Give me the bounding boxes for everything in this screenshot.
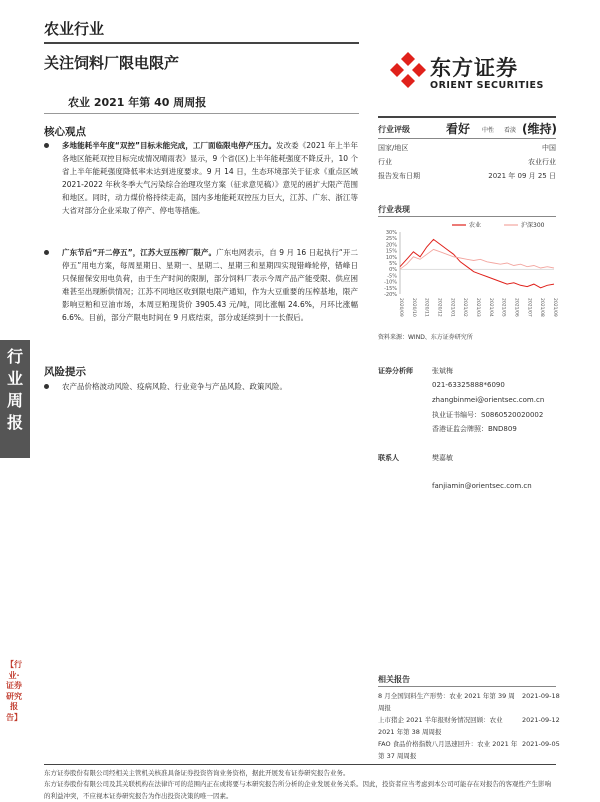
y-tick-label: 30% [385, 230, 397, 236]
y-tick-label: -20% [384, 292, 397, 298]
y-tick-label: 25% [385, 236, 397, 243]
legend-label: 农业 [469, 222, 482, 229]
rating-maintain: (维持) [522, 122, 557, 136]
core-views-heading: 核心观点 [44, 126, 86, 138]
contact-email[interactable]: fanjiamin@orientsec.com.cn [432, 482, 532, 490]
bullet-lead: 广东节后“开二停五”，江苏大豆压榨厂限产。 [62, 248, 217, 257]
related-date: 2021-09-05 [522, 740, 560, 748]
y-tick-label: 0% [389, 267, 397, 274]
risk-text: 农产品价格波动风险、疫病风险、行业竞争与产品风险、政策风险。 [62, 382, 287, 391]
rating-row-value: 2021 年 09 月 25 日 [488, 172, 556, 180]
y-tick-label: -15% [384, 285, 397, 292]
performance-source: 资料来源：WIND、东方证券研究所 [378, 334, 473, 341]
related-item[interactable]: FAO 食品价格指数八月迅速回升：农业 2021 年第 37 周周报 [378, 740, 518, 760]
side-tab [0, 340, 30, 458]
rating-row-key: 国家/地区 [378, 144, 409, 152]
x-tick-label: 2021/06 [513, 298, 519, 317]
side-tab-label: 行业周报 [6, 347, 23, 432]
related-date: 2021-09-12 [522, 716, 560, 724]
footer-line-2: 东方证券股份有限公司及其关联机构在法律许可的范围内正在或将要与本研究报告所分析的企业发展业务关系。因此，投资者应当考虑到本公司可能存在对报告的客观性产生影响的利益冲突，不应视本证券研究报告为作出投资决策的唯一因素。 [44, 780, 551, 800]
performance-heading: 行业表现 [378, 205, 410, 214]
x-tick-label: 2021/02 [462, 298, 468, 317]
y-tick-label: -10% [384, 279, 397, 286]
analyst-hk: 香港证监会牌照：BND809 [432, 425, 517, 433]
rating-row-value: 中国 [542, 144, 556, 152]
report-sector: 农业行业 [44, 20, 105, 38]
legend-label: 沪深300 [521, 222, 545, 229]
related-date: 2021-09-18 [522, 692, 560, 700]
x-tick-label: 2020/11 [423, 298, 429, 317]
y-tick-label: 5% [389, 261, 397, 267]
x-tick-label: 2021/05 [500, 298, 506, 317]
analyst-name: 张斌梅 [432, 367, 453, 375]
core-view-bullet-1 [62, 139, 358, 217]
rating-rule-top [378, 116, 556, 118]
related-heading: 相关报告 [378, 675, 410, 684]
analyst-label: 证券分析师 [378, 367, 413, 375]
y-tick-label: 20% [385, 242, 397, 249]
bullet-dot [44, 250, 49, 255]
header-rule [44, 42, 359, 44]
x-tick-label: 2021/07 [526, 298, 532, 317]
bullet-body: 发改委《2021 年上半年各地区能耗双控目标完成情况晴雨表》显示，9 个省(区)上半年能耗强度不降反升，10 个省上半年能耗强度降低率未达到进度要求。9 月 14 日，生态环境部关于征求《重点区域 2021-2022 年秋冬季大气污染综合治理攻坚方案（征求意见稿）》意见的函扩大限产范围和地区。同时，动力煤价格持续走高，国内多地能耗双控压力巨大，江苏、广东、浙江等大省对部分企业采取了停产、停电等措施。 [62, 141, 358, 215]
contact-label: 联系人 [378, 454, 399, 462]
rating-row-value: 农业行业 [528, 158, 556, 166]
x-tick-label: 2021/01 [449, 298, 455, 317]
analyst-email[interactable]: zhangbinmei@orientsec.com.cn [432, 396, 545, 404]
core-view-bullet-2 [62, 246, 358, 324]
footer-line-1: 东方证券股份有限公司经相关主管机关核准具备证券投资咨询业务资格，据此开展发布证券研究报告业务。 [44, 769, 350, 777]
rating-value: 看好 [446, 122, 471, 136]
contact-name: 樊嘉敏 [432, 454, 453, 462]
analyst-phone: 021-63325888*6090 [432, 381, 505, 389]
x-tick-label: 2021/04 [487, 298, 493, 317]
side-strip [6, 660, 22, 723]
rating-row-key: 行业 [378, 158, 392, 166]
subtitle-rule [44, 113, 359, 114]
risk-heading: 风险提示 [44, 366, 86, 378]
rating-bearish: 看淡 [504, 127, 517, 134]
rating-row-key: 报告发布日期 [378, 172, 420, 180]
y-tick-label: 10% [385, 254, 397, 261]
orient-logo-icon [388, 50, 428, 90]
x-tick-label: 2021/08 [539, 298, 545, 317]
risk-bullet [62, 380, 358, 393]
side-strip-label: 【行业·证券研究报告】 [6, 660, 22, 722]
related-rule [378, 686, 556, 687]
brand-name-en: ORIENT SECURITIES [430, 80, 544, 91]
x-tick-label: 2020/12 [436, 298, 442, 317]
x-tick-label: 2021/09 [552, 298, 557, 317]
y-tick-label: 15% [385, 248, 397, 255]
brand-name-cn: 东方证券 [430, 56, 518, 80]
x-tick-label: 2020/09 [398, 298, 403, 317]
footer-rule [44, 764, 556, 765]
rating-rule [378, 138, 556, 139]
bullet-lead: 多地能耗半年度“双控”目标未能完成，工厂面临限电停产压力。 [62, 141, 277, 150]
related-item[interactable]: 上市猪企 2021 半年报财务情况回顾：农业 2021 年第 38 周周报 [378, 716, 503, 736]
analyst-cert: 执业证书编号：S0860520020002 [432, 411, 544, 419]
rating-neutral: 中性 [482, 127, 495, 134]
bullet-dot [44, 143, 49, 148]
bullet-dot [44, 384, 49, 389]
related-item[interactable]: 8 月全国饲料生产形势：农业 2021 年第 39 周周报 [378, 692, 515, 712]
performance-chart [374, 218, 558, 328]
series-line-agri [400, 239, 554, 287]
x-tick-label: 2021/03 [475, 298, 480, 317]
report-subtitle: 农业 2021 年第 40 周周报 [68, 96, 207, 109]
y-tick-label: -5% [387, 273, 397, 280]
report-title: 关注饲料厂限电限产 [44, 54, 180, 72]
rating-label: 行业评级 [378, 125, 410, 134]
performance-rule [378, 216, 556, 217]
x-tick-label: 2020/10 [410, 298, 416, 317]
bullet-body: 广东电网表示，自 9 月 16 日起执行“开二停五”用电方案，每周星期日、星期一、星期二、星期三和星期四实现错峰轮停，错峰日只保留保安用电负荷，由于生产时间的限制，部分饲料厂表示今周产品产能受限、供应困难甚至出现断供情况；江苏不同地区收到限电限产通知，作为大豆重要的压榨基地，限产影响豆粕和豆油市场，本周豆粕现货价 3905.43 元/吨，同比涨幅 24.6%，月环比涨幅 6.6%。目前，部分产限电时间在 9 月底结束，部分或延续到十一长假后。 [62, 248, 358, 322]
